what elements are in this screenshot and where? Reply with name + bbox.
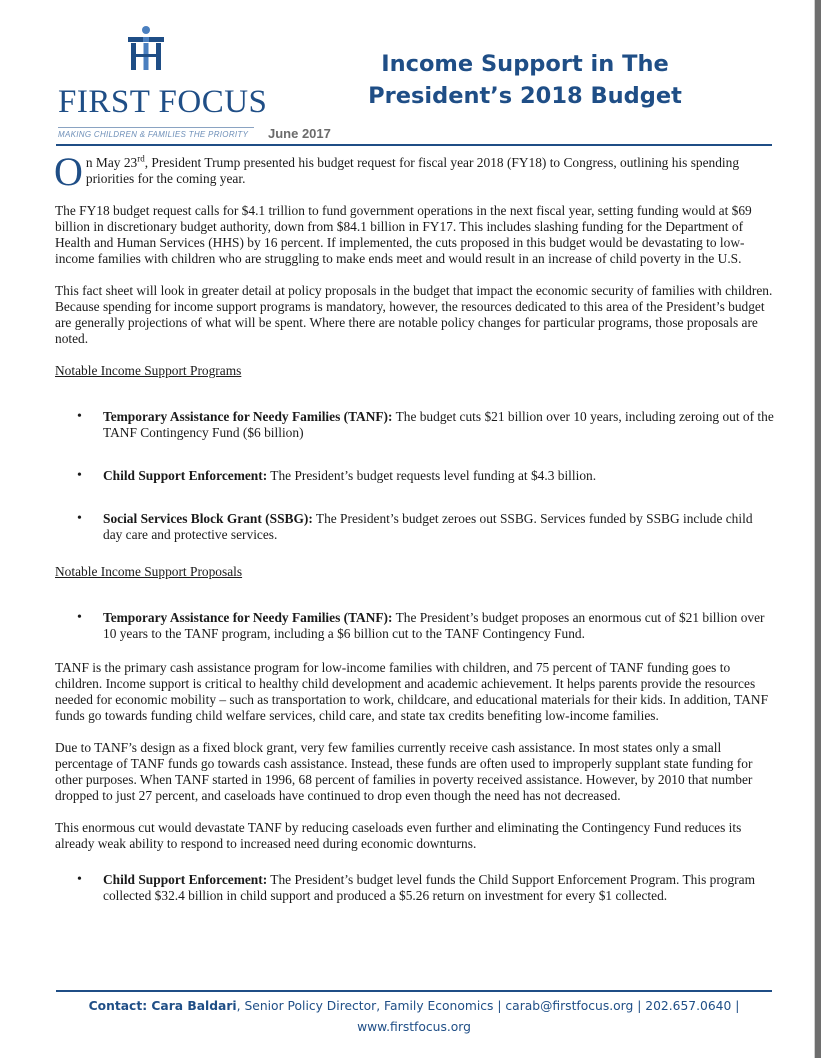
drop-cap: O: [54, 149, 83, 194]
org-name: FIRST FOCUS: [58, 84, 268, 120]
budget-overview-paragraph: The FY18 budget request calls for $4.1 trillion to fund government operations in the next fiscal year, setting funding would at $69 billion in discretionary budget authority, down from $84.1 billion in FY17. This includes slashing funding for the Department of Health and Human Services (HHS) by 16 percent. If implemented, the cuts proposed in this budget would be devastating to low-income families with children who are struggling to make ends meet and would result in an increase of child poverty in the U.S.: [55, 203, 752, 266]
page-edge: [815, 0, 821, 1058]
item-text: The President’s budget level funds the Child Support Enforcement Program. This program collected $32.4 billion in child support and produced a $5.26 return on investment for every $1 collected.: [103, 872, 755, 903]
family-figures-logo-icon: [126, 26, 166, 74]
programs-heading: Notable Income Support Programs: [55, 363, 242, 378]
contact-details: , Senior Policy Director, Family Economics | carab@firstfocus.org | 202.657.0640 |: [236, 999, 740, 1013]
item-label: Temporary Assistance for Needy Families (TANF):: [103, 409, 393, 424]
document-date: June 2017: [268, 126, 331, 141]
logo-divider: [58, 127, 254, 128]
proposals-list: [55, 610, 774, 642]
programs-list: [55, 409, 774, 543]
intro-paragraph: [54, 149, 774, 194]
intro-text-2: , President Trump presented his budget request for fiscal year 2018 (FY18) to Congress, outlining his spending priorities for the coming year.: [85, 155, 740, 186]
item-text: The President’s budget requests level funding at $4.3 billion.: [267, 468, 597, 483]
website-link[interactable]: www.firstfocus.org: [357, 1020, 471, 1034]
list-item: [55, 872, 774, 904]
item-label: Temporary Assistance for Needy Families (TANF):: [103, 610, 393, 625]
footer-divider: [56, 990, 772, 992]
item-text: The budget cuts $21 billion over 10 years, including zeroing out of the TANF Contingency Fund ($6 billion): [103, 409, 774, 440]
item-text: The President’s budget zeroes out SSBG. Services funded by SSBG include child day care and protective services.: [103, 511, 753, 542]
tanf-design-paragraph: Due to TANF’s design as a fixed block grant, very few families currently receive cash assistance. In most states only a small percentage of TANF funds go towards cash assistance. Instead, these funds are often used to improperly supplant state funding for other purposes. When TANF started in 1996, 68 percent of families in poverty received assistance. However, by 2010 that number dropped to just 27 percent, and caseloads have continued to drop even though the need has not decreased.: [55, 740, 753, 803]
list-item: [55, 610, 774, 642]
title-line-1: Income Support in The: [381, 51, 669, 77]
intro-text-1: n May 23: [85, 155, 138, 170]
tanf-cut-paragraph: This enormous cut would devastate TANF by reducing caseloads even further and eliminating the Contingency Fund reduces its already weak ability to respond to increased need during economic downturns.: [55, 820, 742, 851]
proposals-heading: Notable Income Support Proposals: [55, 564, 243, 579]
item-label: Child Support Enforcement:: [103, 872, 268, 887]
header-divider: [56, 144, 772, 146]
intro-superscript: rd: [137, 153, 145, 164]
page-edge-shadow: [814, 0, 815, 1058]
footer-contact: [56, 996, 772, 1038]
item-label: Social Services Block Grant (SSBG):: [103, 511, 313, 526]
fact-sheet-paragraph: This fact sheet will look in greater detail at policy proposals in the budget that impact the economic security of families with children. Because spending for income support programs is mandatory, however, the resources dedicated to this area of the President’s budget are generally projections of what will be spent. Where there are notable policy changes for particular programs, those proposals are noted.: [55, 283, 773, 346]
list-item: [55, 468, 774, 484]
document-title: [330, 48, 720, 112]
item-text: The President’s budget proposes an enormous cut of $21 billion over 10 years to the TANF program, including a $6 billion cut to the TANF Contingency Fund.: [103, 610, 765, 641]
contact-name: Contact: Cara Baldari: [88, 999, 237, 1013]
list-item: [55, 409, 774, 441]
item-label: Child Support Enforcement:: [103, 468, 268, 483]
title-line-2: President’s 2018 Budget: [368, 83, 682, 109]
first-focus-logo: [56, 26, 268, 142]
child-support-list: [55, 872, 774, 904]
org-tagline: MAKING CHILDREN & FAMILIES THE PRIORITY: [58, 130, 249, 139]
list-item: [55, 511, 774, 543]
tanf-paragraph: TANF is the primary cash assistance program for low-income families with children, and 75 percent of TANF funding goes to children. Income support is critical to healthy child development and academic achievement. It helps parents provide the resources needed for economic mobility – such as transportation to work, childcare, and educational materials for their kids. In addition, TANF funds go towards funding child welfare services, child care, and state tax credits benefiting low-income families.: [55, 660, 769, 723]
document-body: [54, 149, 774, 931]
